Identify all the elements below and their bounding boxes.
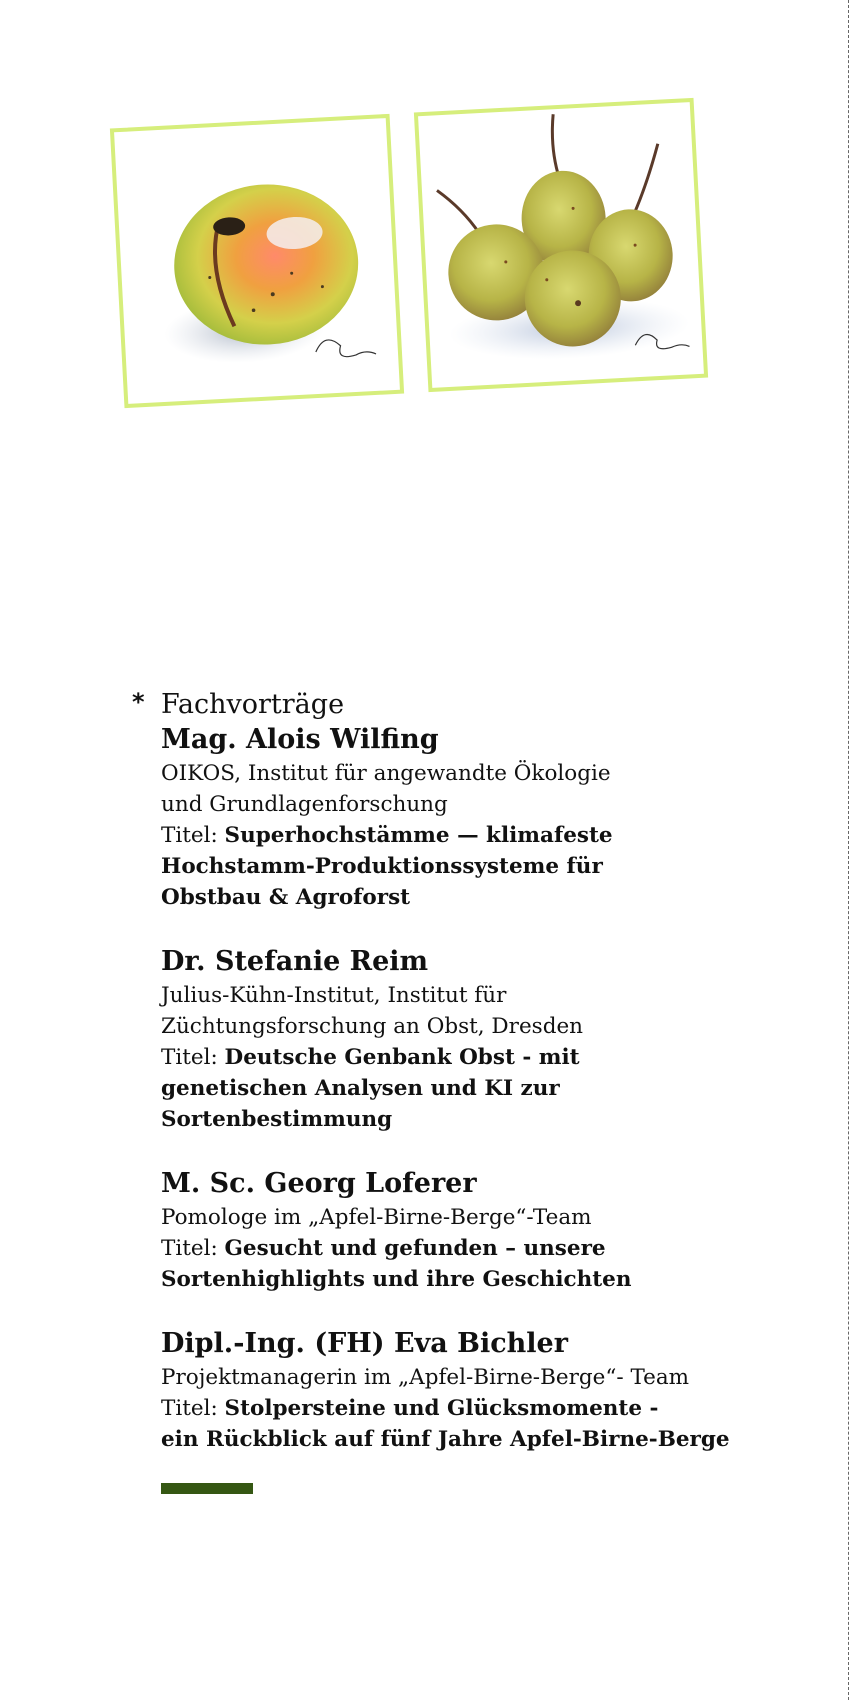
artist-signature <box>315 337 376 358</box>
title-label: Titel: <box>161 1396 218 1421</box>
affiliation-line: Julius-Kühn-Institut, Institut für <box>161 983 507 1008</box>
speaker-name: M. Sc. Georg Loferer <box>161 1168 477 1199</box>
apple-painting <box>110 114 404 408</box>
speaker-name: Dr. Stefanie Reim <box>161 946 429 977</box>
program-content <box>161 688 841 1486</box>
fold-line <box>848 0 849 1700</box>
speaker-wilfing <box>161 722 841 913</box>
talk-title: Deutsche Genbank Obst - mit <box>224 1045 580 1070</box>
accent-bar <box>161 1483 253 1494</box>
talk-title: ein Rückblick auf fünf Jahre Apfel-Birne-Berge <box>161 1427 730 1452</box>
talk-title: Gesucht und gefunden – unsere <box>224 1236 606 1261</box>
speaker-name: Dipl.-Ing. (FH) Eva Bichler <box>161 1328 568 1359</box>
title-label: Titel: <box>161 1045 218 1070</box>
talk-title: Superhochstämme — klimafeste <box>224 823 613 848</box>
pears-illustration <box>418 102 704 388</box>
pears-painting <box>414 98 708 392</box>
title-label: Titel: <box>161 823 218 848</box>
talk-title-line <box>161 820 841 851</box>
apple-illustration <box>114 118 400 404</box>
talk-title-line <box>161 1233 841 1264</box>
talk-title: Obstbau & Agroforst <box>161 885 411 910</box>
speaker-name: Mag. Alois Wilfing <box>161 724 439 755</box>
talk-title-line <box>161 1393 841 1424</box>
affiliation-line: OIKOS, Institut für angewandte Ökologie <box>161 761 611 786</box>
affiliation-line: Züchtungsforschung an Obst, Dresden <box>161 1014 584 1039</box>
bullet-marker: * <box>132 688 145 716</box>
affiliation-line: Projektmanagerin im „Apfel-Birne-Berge“- Team <box>161 1365 690 1390</box>
speaker-loferer <box>161 1166 841 1295</box>
talk-title: Sortenhighlights und ihre Geschichten <box>161 1267 632 1292</box>
speaker-reim <box>161 944 841 1135</box>
affiliation-line: Pomologe im „Apfel-Birne-Berge“-Team <box>161 1205 592 1230</box>
talk-title: Sortenbestimmung <box>161 1107 393 1132</box>
talk-title-line <box>161 1042 841 1073</box>
title-label: Titel: <box>161 1236 218 1261</box>
speaker-bichler <box>161 1326 841 1455</box>
affiliation-line: und Grundlagenforschung <box>161 792 448 817</box>
talk-title: genetischen Analysen und KI zur <box>161 1076 560 1101</box>
talk-title: Stolpersteine und Glücksmomente - <box>224 1396 659 1421</box>
talk-title: Hochstamm-Produktionssysteme für <box>161 854 603 879</box>
section-heading: Fachvorträge <box>161 689 345 720</box>
